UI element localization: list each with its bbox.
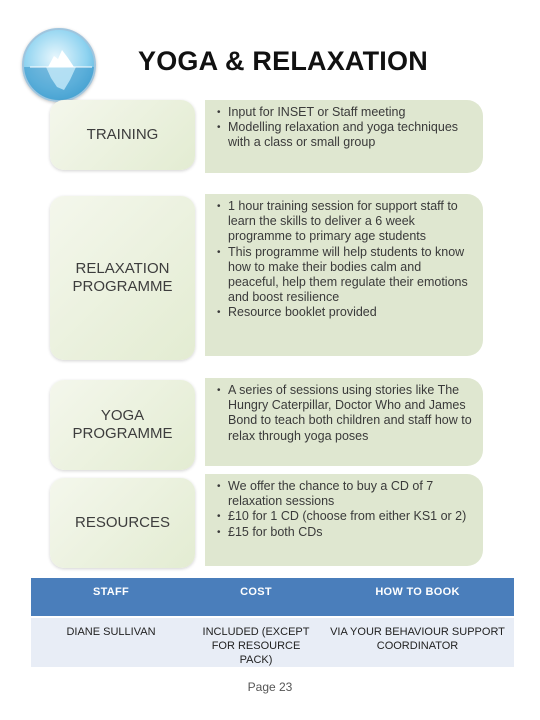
- section-label-box: [50, 478, 195, 568]
- section-label: YOGA PROGRAMME: [72, 407, 173, 442]
- table-cell-how-to-book: VIA YOUR BEHAVIOUR SUPPORT COORDINATOR: [330, 626, 505, 652]
- booking-table: [31, 578, 514, 667]
- bullet-item: • Resource booklet provided: [215, 305, 475, 320]
- bullet-item: • £15 for both CDs: [215, 525, 475, 540]
- iceberg-icon: [24, 30, 96, 102]
- bullet-item: • £10 for 1 CD (choose from either KS1 or 2): [215, 509, 475, 524]
- section-label-box: [50, 196, 195, 360]
- bullet-list: [215, 105, 475, 151]
- table-header-row: [31, 578, 514, 617]
- bullet-list: [215, 479, 475, 540]
- table-row: [31, 617, 514, 667]
- page-title: YOGA & RELAXATION: [138, 46, 428, 76]
- bullet-item: • This programme will help students to know how to make their bodies calm and peaceful, help them regulate their emotions and boost resilience: [215, 245, 475, 306]
- bullet-item: • A series of sessions using stories like The Hungry Caterpillar, Doctor Who and James Bond to teach both children and staff how to relax through yoga poses: [215, 383, 475, 444]
- bullet-item: • Modelling relaxation and yoga techniques with a class or small group: [215, 120, 475, 150]
- section-label: TRAINING: [86, 126, 159, 143]
- column-header-staff: STAFF: [92, 586, 130, 598]
- bullet-item: • We offer the chance to buy a CD of 7 relaxation sessions: [215, 479, 475, 509]
- table-cell-cost: INCLUDED (EXCEPT FOR RESOURCE PACK): [202, 626, 310, 666]
- bullet-list: [215, 199, 475, 321]
- section-label-box: [50, 380, 195, 470]
- bullet-item: • 1 hour training session for support staff to learn the skills to deliver a 6 week programme to primary age students: [215, 199, 475, 245]
- section-content: [205, 474, 483, 566]
- logo: [22, 28, 96, 102]
- section-label: RESOURCES: [74, 514, 171, 531]
- section-label: RELAXATION PROGRAMME: [72, 260, 173, 295]
- page-number: Page 23: [247, 680, 293, 694]
- column-header-how-to-book: HOW TO BOOK: [375, 586, 460, 598]
- section-content: [205, 378, 483, 466]
- section-label-box: [50, 100, 195, 170]
- table-cell-staff: DIANE SULLIVAN: [66, 626, 156, 638]
- bullet-list: [215, 383, 475, 444]
- section-content: [205, 100, 483, 173]
- section-content: [205, 194, 483, 356]
- bullet-item: • Input for INSET or Staff meeting: [215, 105, 475, 120]
- column-header-cost: COST: [240, 586, 272, 598]
